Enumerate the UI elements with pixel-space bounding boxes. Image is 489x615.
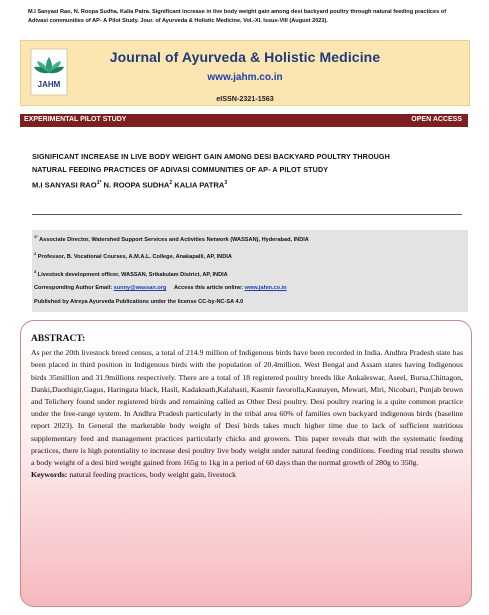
article-title-line-1: SIGNIFICANT INCREASE IN LIVE BODY WEIGHT GAIN AMONG DESI BACKYARD POULTRY THROUGH: [32, 152, 390, 161]
journal-masthead: [20, 40, 470, 106]
journal-title: Journal of Ayurveda & Holistic Medicine: [109, 49, 381, 65]
affiliation-3: [32, 265, 468, 282]
affiliation-2-text: Professor, B. Vocational Courses, A.M.A.L. College, Anakapalli, AP, INDIA: [36, 254, 232, 261]
abstract-box: [20, 320, 472, 607]
abstract-body: As per the 20th livestock breed census, a total of 214.9 million of Indigenous birds have been recorded in India. Andhra Pradesh state has been placed in third position in Indigenous birds with the population of 20.4million. West Bengal and Assam states having Indigenous birds 35million and 31.9millions respectively. There are a total of 18 registered poultry breeds like Ankaleswar, Aseel, Bursa,Chittagon, Danki,Daothigir,Gagus, Haringata black, Hasli, Kadaknath,Kalahasti, Kasmir favorolla,Kaunayen, Mewari, Miri, Nicobari, Punjab brown and Telichery found under registered birds and remaining called as Other Desi poultry. Desi poultry rearing is a quite common practice under the free-range system. In Andhra Pradesh particularly in the tribal area 60% of families own backyard indigenous birds (baseline report 2023). In General the marketable body weight of Desi birds takes much higher time due to lack of sufficient nutritious supplementary feed and management practices particularly chicks and growers. This paper reveals that with the systematic feeding practices, there is high potentiality to increase desi poultry live body weight under natural feeding conditions. Feeding trial results shown a body weight of a desi bird weight gained from 165g to 1kg in a period of 60 days than the normal growth of 280g to 350g.: [31, 348, 463, 468]
article-title-line-2: NATURAL FEEDING PRACTICES OF ADIVASI COMMUNITIES OF AP- A PILOT STUDY: [32, 165, 329, 174]
affiliation-1-sup: 1*: [34, 234, 38, 239]
keywords-line: [31, 469, 463, 481]
article-type-label: EXPERIMENTAL PILOT STUDY: [24, 116, 127, 123]
article-type-bar: [20, 114, 468, 127]
journal-issn: eISSN-2321-1563: [216, 94, 274, 103]
author-2-sup: 2: [169, 180, 173, 186]
citation-header: M.I Sanyasi Rao, N. Roopa Sudha, Kalia Patra. Significant increase in live body weight gain among desi backyard poultry through natural feeding practices of Adivasi communities of AP- A Pilot Study. Jour. of Ayurveda & Holistic Medicine, Vol.-XI, Issue-VIII (August 2023).: [28, 9, 447, 24]
corresponding-email-link[interactable]: sunny@wassan.org: [113, 285, 167, 292]
journal-url-link[interactable]: www.jahm.co.in: [207, 72, 283, 83]
abstract-heading: ABSTRACT:: [31, 334, 86, 344]
affiliation-1: [32, 230, 468, 247]
title-divider: [32, 214, 462, 215]
author-list: [32, 180, 227, 190]
corresponding-author-row: [32, 282, 468, 296]
open-access-label: OPEN ACCESS: [411, 116, 462, 123]
published-by: Published by Atreya Ayurveda Publications under the license CC-by-NC-SA 4.0: [34, 298, 244, 305]
affiliation-2: [32, 247, 468, 264]
keywords-label: Keywords:: [31, 470, 68, 480]
access-url-link[interactable]: www.jahm.co.in: [244, 285, 287, 292]
author-3: KALIA PATRA: [172, 180, 225, 190]
article-title: [32, 150, 462, 176]
affiliation-1-text: Associate Director, Watershed Support Services and Activities Network (WASSAN), Hyderabad, INDIA: [37, 236, 309, 243]
author-1-sup: 1*: [96, 180, 102, 186]
author-2: N. ROOPA SUDHA: [101, 180, 170, 190]
keywords-text: natural feeding practices, body weight gain, livestock: [67, 470, 237, 480]
affiliation-box: [32, 230, 468, 312]
access-label: Access this article online:: [166, 285, 245, 292]
logo-text: JAHM: [37, 80, 61, 89]
affiliation-2-sup: 2: [34, 251, 37, 257]
abstract-content: [31, 333, 463, 481]
affiliation-3-text: Livestock development officer, WASSAN, Srikakulam District, AP, INDIA: [36, 271, 228, 278]
author-3-sup: 3: [224, 180, 228, 186]
affiliation-3-sup: 3: [34, 268, 37, 274]
corresponding-label: Corresponding Author Email:: [34, 285, 114, 292]
author-1: M.I SANYASI RAO: [32, 180, 97, 190]
